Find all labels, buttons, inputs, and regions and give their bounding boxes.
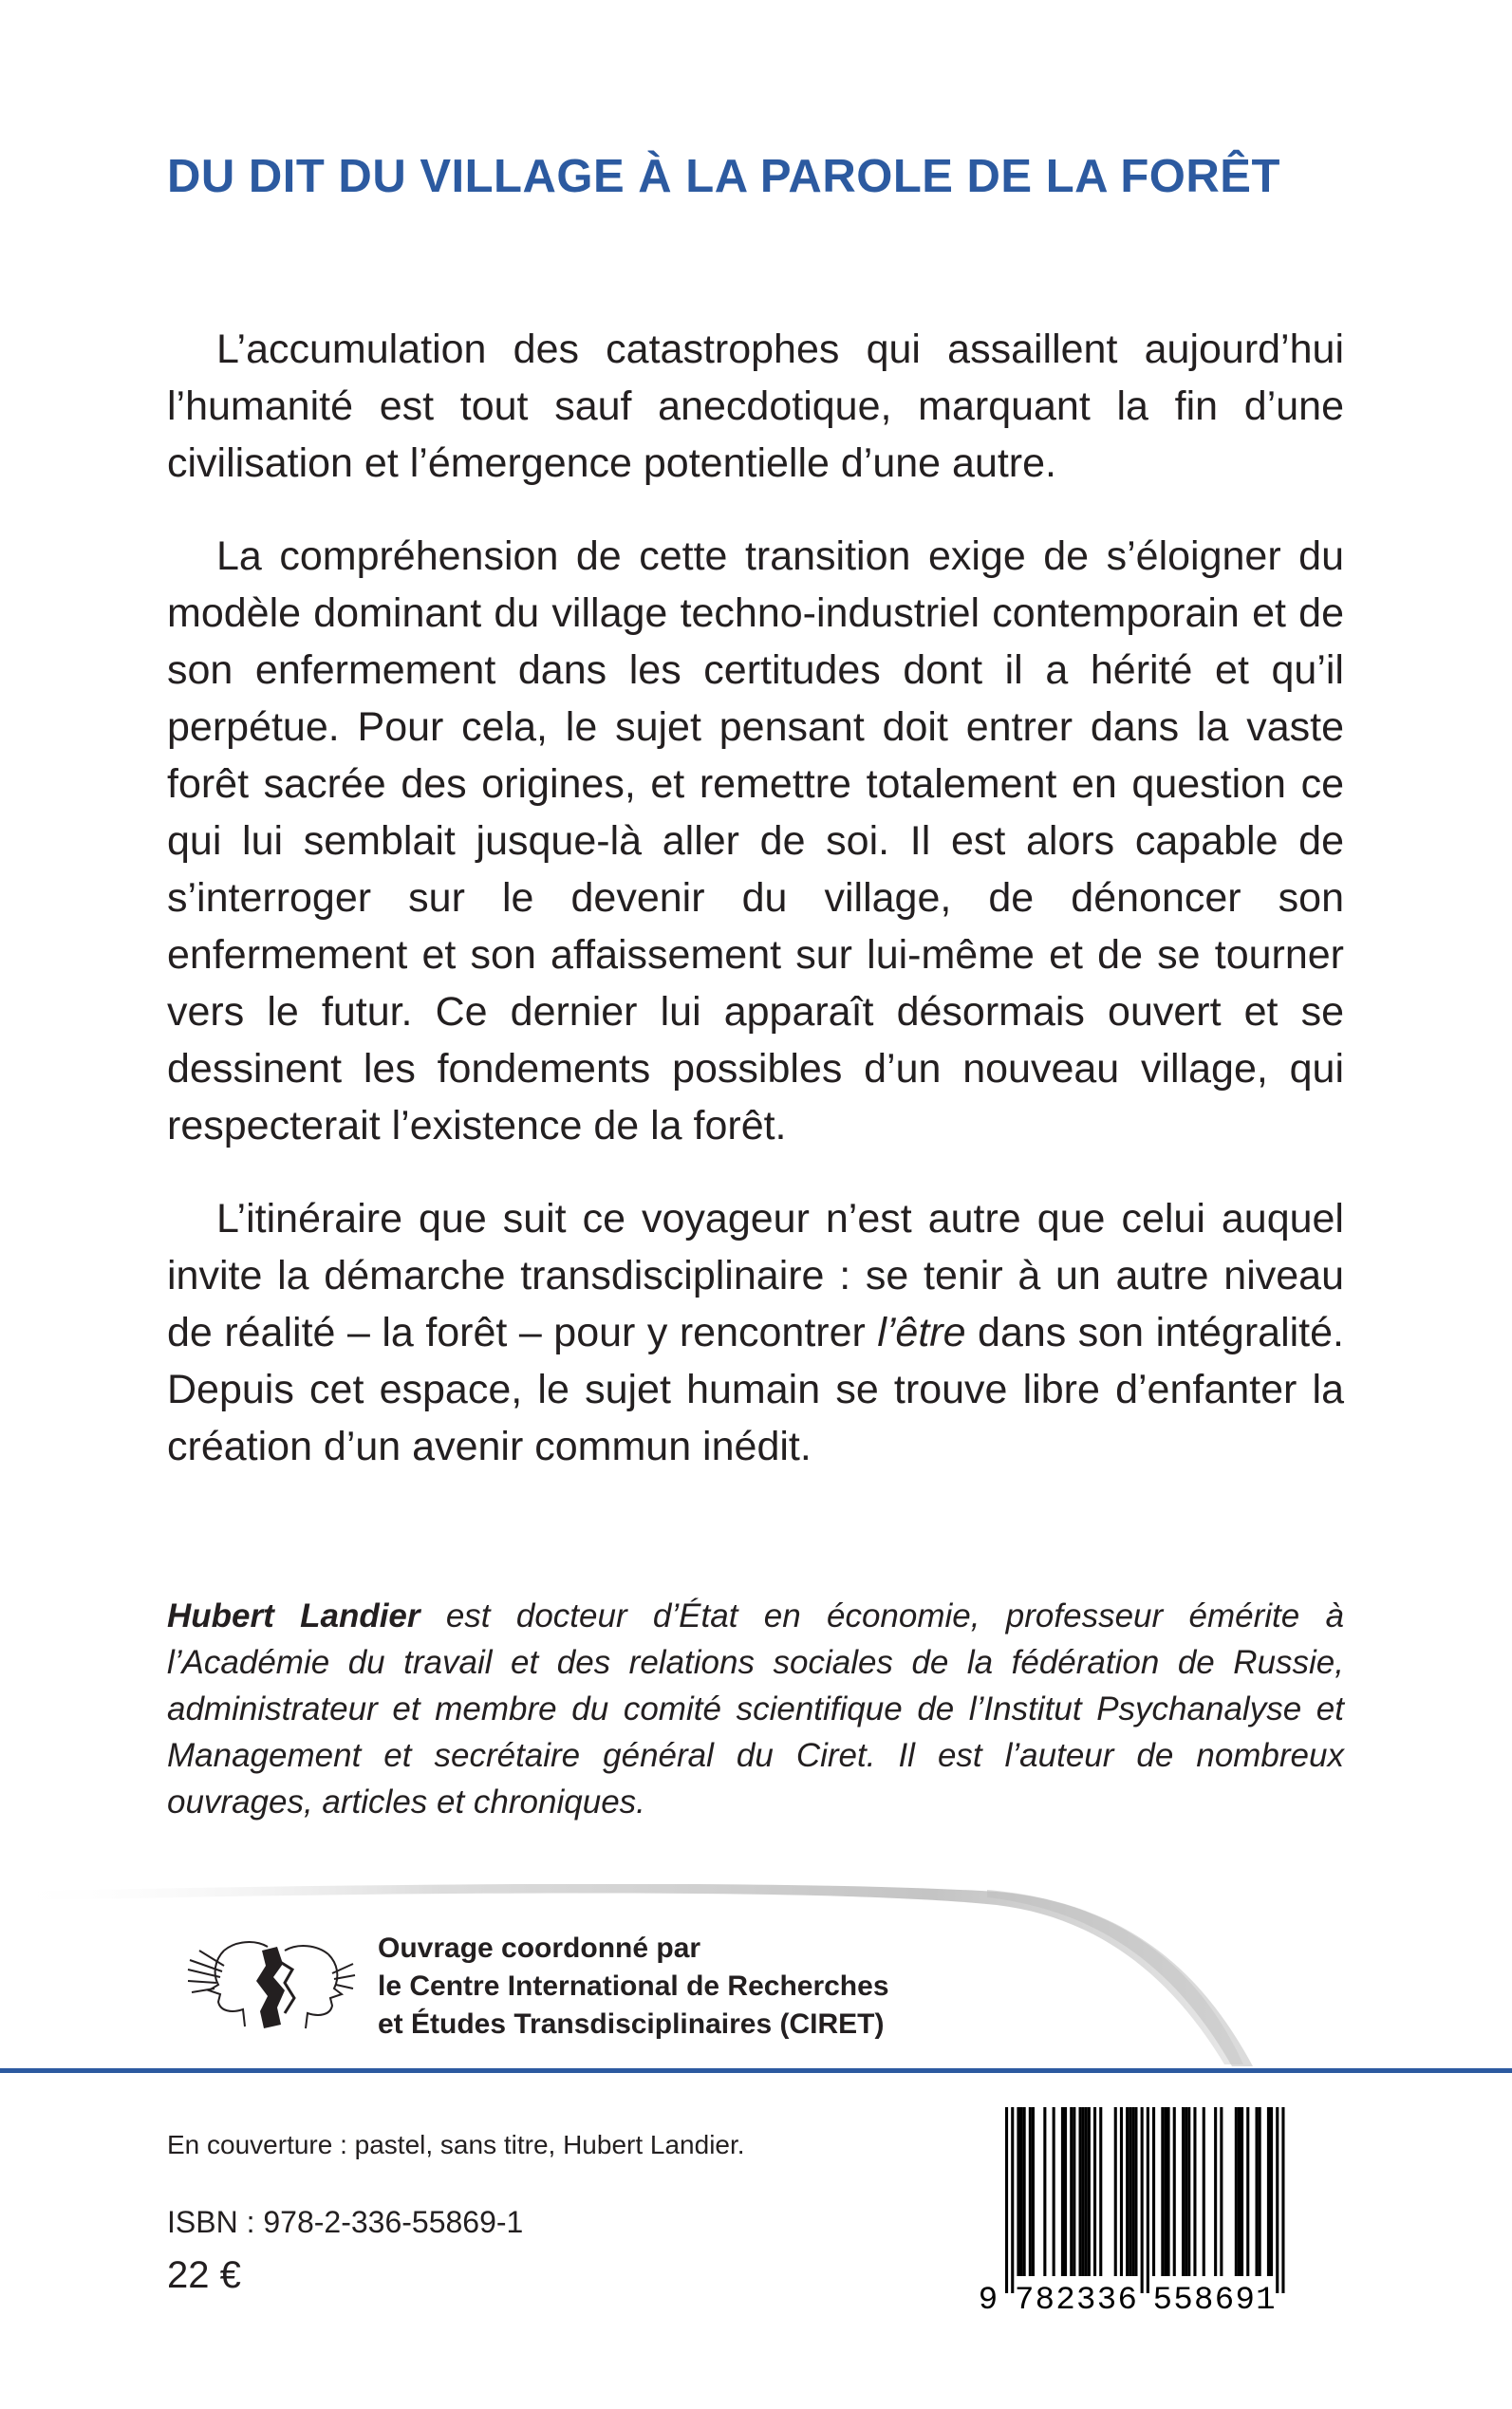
barcode-bar — [1187, 2107, 1190, 2276]
barcode-digit: 5 — [1173, 2283, 1193, 2319]
ciret-credit — [378, 1930, 889, 2044]
price: 22 € — [167, 2254, 241, 2296]
author-name: Hubert Landier — [167, 1597, 420, 1634]
barcode-bar — [1029, 2107, 1032, 2276]
barcode-bar — [1161, 2107, 1164, 2276]
barcode-bar — [1141, 2107, 1144, 2293]
barcode-bar — [1061, 2107, 1064, 2276]
summary-paragraph-3-end: dans son intégralité. Depuis cet espace, le sujet humain se trouve libre d’enfanter la création d’un avenir commun inédit. — [167, 1310, 1344, 1469]
barcode-digit: 2 — [1055, 2283, 1075, 2319]
barcode-bar — [1099, 2107, 1102, 2276]
barcode-bar — [1017, 2107, 1019, 2276]
barcode-bar — [1238, 2107, 1241, 2276]
barcode-bar — [1082, 2107, 1085, 2276]
barcode-bar — [1085, 2107, 1088, 2276]
barcode-bar — [1167, 2107, 1170, 2276]
barcode-bar — [1053, 2107, 1055, 2276]
barcode-bar — [1093, 2107, 1096, 2276]
summary-text — [167, 321, 1344, 1511]
barcode-bar — [1270, 2107, 1273, 2276]
barcode-bar — [1005, 2107, 1008, 2293]
barcode-digit: 9 — [1235, 2283, 1255, 2319]
isbn: ISBN : 978-2-336-55869-1 — [167, 2205, 524, 2239]
ciret-logo-icon — [186, 1922, 357, 2045]
barcode-bar — [1246, 2107, 1249, 2276]
barcode-bar — [1073, 2107, 1075, 2276]
barcode-bar — [1185, 2107, 1187, 2276]
barcode-digit: 3 — [1096, 2283, 1117, 2319]
barcode-bar — [1079, 2107, 1082, 2276]
barcode-bar — [1064, 2107, 1067, 2276]
summary-paragraph-1: L’accumulation des catastrophes qui assaillent aujourd’hui l’humanité est tout sauf anecdotique, marquant la fin d’une civilisation et l’émergence potentielle d’une autre. — [167, 327, 1344, 486]
author-bio-text: est docteur d’État en économie, professeur émérite à l’Académie du travail et des relations sociales de la fédération de Russie, administrateur et membre du comité scientifique de l’Institut Psychanalyse et Management et secrétaire général du Ciret. Il est l’auteur de nombreux ouvrages, articles et chroniques. — [167, 1597, 1344, 1821]
ciret-line-3: et Études Transdisciplinaires (CIRET) — [378, 2008, 885, 2040]
ciret-line-1: Ouvrage coordonné par — [378, 1933, 701, 1964]
barcode-bar — [1147, 2107, 1149, 2293]
barcode-bar — [1267, 2107, 1270, 2276]
blue-divider-line — [0, 2068, 1512, 2073]
summary-paragraph-3-start: L’itinéraire que suit ce voyageur n’est autre que celui auquel invite la démarche transdisciplinaire : se tenir à un autre niveau de réalité – la forêt – pour y rencontrer — [167, 1196, 1344, 1355]
barcode-bar — [1214, 2107, 1217, 2276]
barcode-bar — [1256, 2107, 1259, 2276]
barcode-bar — [1011, 2107, 1014, 2293]
barcode-bar — [1203, 2107, 1205, 2276]
barcode-bar — [1259, 2107, 1261, 2276]
barcode-bar — [1088, 2107, 1091, 2276]
book-title: DU DIT DU VILLAGE À LA PAROLE DE LA FORÊT — [167, 151, 1280, 202]
barcode-digit: 9 — [978, 2283, 999, 2319]
barcode-bar — [1020, 2107, 1023, 2276]
barcode-digit: 6 — [1117, 2283, 1137, 2319]
barcode-bar — [1235, 2107, 1238, 2276]
summary-paragraph-2: La compréhension de cette transition exige de s’éloigner du modèle dominant du village techno-industriel contemporain et de son enfermement dans les certitudes dont il a hérité et qu’il perpétue. Pour cela, le sujet pensant doit entrer dans la vaste forêt sacrée des origines, et remettre totalement en question ce qui lui semblait jusque-là aller de soi. Il est alors capable de s’interroger sur le devenir du village, de dénoncer son enfermement et son affaissement sur lui-même et de se tourner vers le futur. Ce dernier lui apparaît désormais ouvert et se dessinent les fondements possibles d’un nouveau village, qui respecterait l’existence de la forêt. — [167, 533, 1344, 1148]
barcode-bar — [1281, 2107, 1284, 2293]
barcode-bar — [1193, 2107, 1196, 2276]
barcode-bar — [1120, 2107, 1123, 2276]
barcode-bar — [1134, 2107, 1137, 2276]
isbn-barcode — [971, 2100, 1332, 2327]
barcode-digit: 5 — [1152, 2283, 1173, 2319]
barcode-bar — [1276, 2107, 1279, 2293]
barcode-bar — [1070, 2107, 1073, 2276]
emphasized-word: l’être — [877, 1310, 966, 1355]
barcode-digit: 6 — [1214, 2283, 1235, 2319]
author-bio — [167, 1593, 1344, 1825]
barcode-bar — [1173, 2107, 1176, 2276]
barcode-digit: 8 — [1035, 2283, 1055, 2319]
barcode-bar — [1023, 2107, 1026, 2276]
barcode-bar — [1043, 2107, 1046, 2276]
barcode-bar — [1126, 2107, 1129, 2276]
summary-paragraph-3 — [167, 1190, 1344, 1475]
barcode-bar — [1164, 2107, 1167, 2276]
ciret-line-2: le Centre International de Recherches — [378, 1970, 889, 2002]
barcode-bar — [1129, 2107, 1131, 2276]
barcode-bar — [1032, 2107, 1035, 2276]
barcode-bar — [1241, 2107, 1243, 2276]
cover-credit: En couverture : pastel, sans titre, Hubert Landier. — [167, 2130, 745, 2159]
barcode-digit: 3 — [1076, 2283, 1096, 2319]
barcode-bar — [1220, 2107, 1223, 2276]
barcode-bar — [1131, 2107, 1134, 2276]
barcode-digit: 7 — [1014, 2283, 1035, 2319]
barcode-digit: 1 — [1256, 2283, 1276, 2319]
barcode-bar — [1182, 2107, 1185, 2276]
barcode-bar — [1114, 2107, 1117, 2276]
barcode-bar — [1152, 2107, 1155, 2276]
barcode-digit: 8 — [1194, 2283, 1214, 2319]
